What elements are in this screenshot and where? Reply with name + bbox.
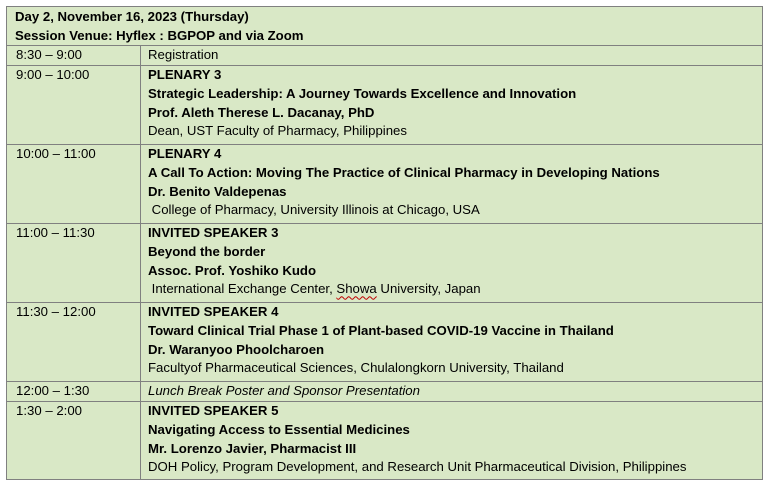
registration-text: Registration xyxy=(148,47,219,62)
time-cell: 9:00 – 10:00 xyxy=(7,66,141,144)
spellcheck-marked-word: Showa xyxy=(336,281,377,297)
content-cell xyxy=(141,303,762,381)
session-label: INVITED SPEAKER 5 xyxy=(148,403,279,418)
time-cell: 10:00 – 11:00 xyxy=(7,145,141,223)
time-cell: 11:00 – 11:30 xyxy=(7,224,141,302)
table-row xyxy=(7,46,762,66)
speaker-name: Dr. Benito Valdepenas xyxy=(148,183,287,199)
speaker-affiliation: Dean, UST Faculty of Pharmacy, Philippines xyxy=(148,123,407,139)
time-cell: 12:00 – 1:30 xyxy=(7,382,141,401)
table-row xyxy=(7,303,762,382)
talk-title: Beyond the border xyxy=(148,243,266,259)
speaker-name: Assoc. Prof. Yoshiko Kudo xyxy=(148,262,317,278)
table-row xyxy=(7,66,762,145)
affiliation-part: International Exchange Center, xyxy=(148,281,337,297)
table-row xyxy=(7,382,762,402)
content-cell xyxy=(141,382,762,401)
content-cell xyxy=(141,46,762,65)
speaker-name: Prof. Aleth Therese L. Dacanay, PhD xyxy=(148,104,375,120)
table-row xyxy=(7,402,762,479)
speaker-name: Dr. Waranyoo Phoolcharoen xyxy=(148,341,325,357)
table-row xyxy=(7,224,762,303)
content-cell xyxy=(141,402,762,479)
session-label: INVITED SPEAKER 3 xyxy=(148,225,279,240)
talk-title: Toward Clinical Trial Phase 1 of Plant-based COVID-19 Vaccine in Thailand xyxy=(148,322,614,338)
schedule-table xyxy=(6,6,763,480)
time-cell: 8:30 – 9:00 xyxy=(7,46,141,65)
talk-title: A Call To Action: Moving The Practice of Clinical Pharmacy in Developing Nations xyxy=(148,164,660,180)
time-cell: 1:30 – 2:00 xyxy=(7,402,141,479)
session-label: PLENARY 4 xyxy=(148,146,222,161)
talk-title: Strategic Leadership: A Journey Towards Excellence and Innovation xyxy=(148,85,577,101)
day-header xyxy=(7,7,762,46)
content-cell xyxy=(141,145,762,223)
time-cell: 11:30 – 12:00 xyxy=(7,303,141,381)
talk-title: Navigating Access to Essential Medicines xyxy=(148,421,410,437)
speaker-affiliation: DOH Policy, Program Development, and Research Unit Pharmaceutical Division, Philippines xyxy=(148,459,687,475)
session-venue: Session Venue: Hyflex : BGPOP and via Zoom xyxy=(15,28,304,43)
content-cell xyxy=(141,224,762,302)
affiliation-part: University, Japan xyxy=(376,281,481,297)
content-cell xyxy=(141,66,762,144)
speaker-affiliation xyxy=(148,280,762,299)
day-title: Day 2, November 16, 2023 (Thursday) xyxy=(15,9,249,24)
session-label: PLENARY 3 xyxy=(148,67,222,82)
speaker-name: Mr. Lorenzo Javier, Pharmacist III xyxy=(148,440,357,456)
session-label: INVITED SPEAKER 4 xyxy=(148,304,279,319)
table-row xyxy=(7,145,762,224)
speaker-affiliation: Facultyof Pharmaceutical Sciences, Chulalongkorn University, Thailand xyxy=(148,360,564,376)
speaker-affiliation: College of Pharmacy, University Illinois at Chicago, USA xyxy=(148,202,480,218)
lunch-break-text: Lunch Break Poster and Sponsor Presentation xyxy=(148,383,420,398)
